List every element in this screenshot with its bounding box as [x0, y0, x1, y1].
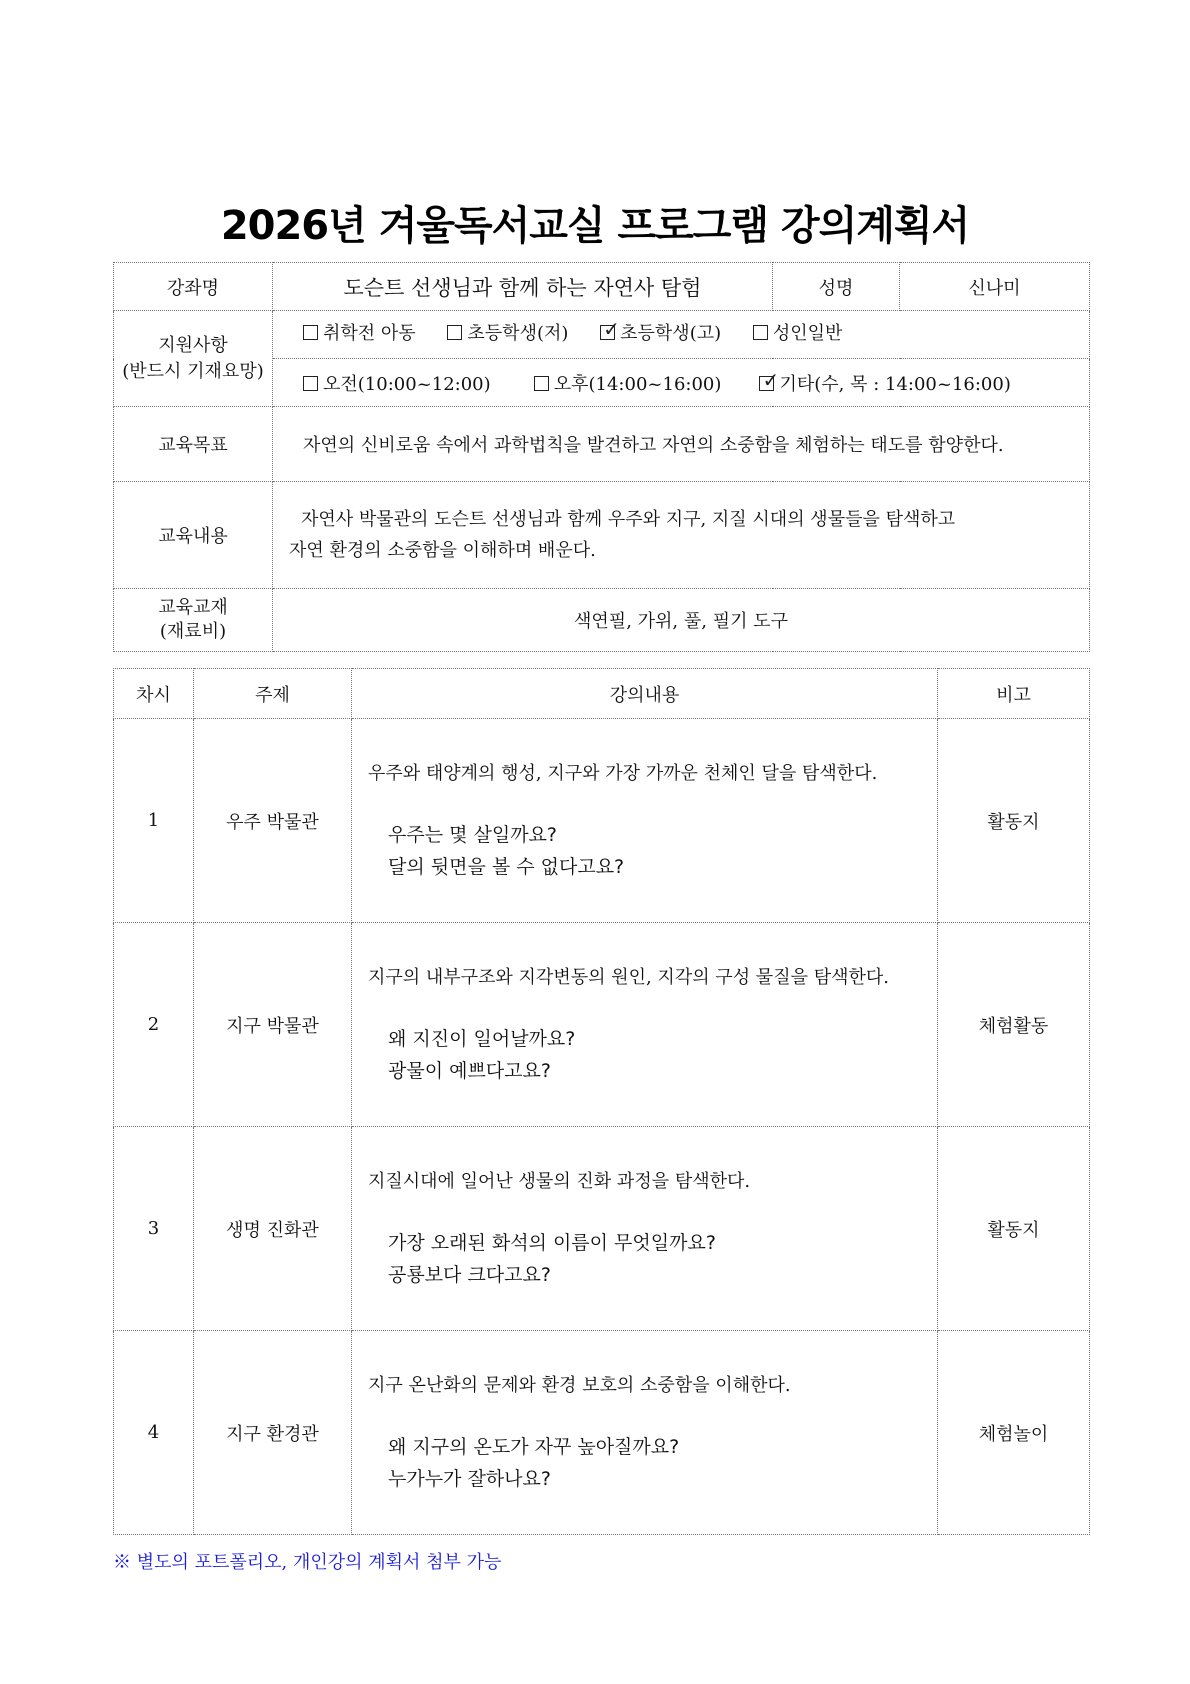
- lesson-number: 3: [114, 1127, 194, 1331]
- lesson-number: 2: [114, 923, 194, 1127]
- lesson-topic: 지구 환경관: [194, 1331, 352, 1535]
- target-option-elementary-lower[interactable]: 초등학생(저): [447, 319, 568, 345]
- name-label: 성명: [773, 263, 900, 311]
- support-label-main: 지원사항: [158, 334, 228, 356]
- support-label-sub: (반드시 기재요망): [122, 360, 264, 382]
- header-content: 강의내용: [352, 669, 938, 719]
- time-option-other[interactable]: ✓ 기타(수, 목 : 14:00~16:00): [759, 370, 1010, 396]
- checkbox-icon: [303, 325, 318, 340]
- lesson-summary: 지구의 내부구조와 지각변동의 원인, 지각의 구성 물질을 탐색한다.: [368, 966, 889, 988]
- time-options: [273, 359, 1090, 407]
- lesson-topic: 생명 진화관: [194, 1127, 352, 1331]
- lesson-table: [113, 668, 1090, 1535]
- content-text: [273, 482, 1090, 589]
- material-label-sub: (재료비): [159, 621, 227, 642]
- checkbox-icon: [753, 325, 768, 340]
- attachment-note: ※ 별도의 포트폴리오, 개인강의 계획서 첨부 가능: [113, 1552, 502, 1573]
- lesson-question: 우주는 몇 살일까요?: [388, 823, 557, 846]
- lesson-number: 1: [114, 719, 194, 923]
- material-text: 색연필, 가위, 풀, 필기 도구: [273, 589, 1090, 652]
- header-session: 차시: [114, 669, 194, 719]
- course-name: 도슨트 선생님과 함께 하는 자연사 탐험: [273, 263, 773, 311]
- lesson-question: 왜 지진이 일어날까요?: [388, 1027, 576, 1050]
- lesson-summary: 지질시대에 일어난 생물의 진화 과정을 탐색한다.: [368, 1170, 751, 1192]
- goal-label: 교육목표: [114, 407, 273, 482]
- lesson-question: 누가누가 잘하나요?: [388, 1467, 551, 1490]
- header-remark: 비고: [938, 669, 1090, 719]
- time-option-morning[interactable]: 오전(10:00~12:00): [303, 370, 528, 396]
- page-title: 2026년 겨울독서교실 프로그램 강의계획서: [220, 203, 970, 249]
- checkbox-icon: [534, 376, 549, 391]
- checkbox-checked-icon: [759, 376, 774, 391]
- lesson-remark: 체험활동: [938, 923, 1090, 1127]
- lesson-number: 4: [114, 1331, 194, 1535]
- course-label: 강좌명: [114, 263, 273, 311]
- lesson-question: 왜 지구의 온도가 자꾸 높아질까요?: [388, 1435, 680, 1458]
- header-topic: 주제: [194, 669, 352, 719]
- material-label: [114, 589, 273, 652]
- lesson-remark: 활동지: [938, 719, 1090, 923]
- lesson-remark: 체험놀이: [938, 1331, 1090, 1535]
- lesson-content: [352, 1331, 938, 1535]
- table-row: [114, 1127, 1090, 1331]
- content-line-2: 자연 환경의 소중함을 이해하며 배운다.: [289, 540, 596, 561]
- table-row: [114, 923, 1090, 1127]
- lesson-topic: 지구 박물관: [194, 923, 352, 1127]
- checkbox-icon: [447, 325, 462, 340]
- target-option-preschool[interactable]: 취학전 아동: [303, 319, 416, 345]
- lesson-content: [352, 923, 938, 1127]
- checkbox-icon: [303, 376, 318, 391]
- content-label: 교육내용: [114, 482, 273, 589]
- lesson-question: 달의 뒷면을 볼 수 없다고요?: [388, 855, 625, 878]
- lesson-remark: 활동지: [938, 1127, 1090, 1331]
- material-label-main: 교육교재: [158, 597, 228, 618]
- lesson-content: [352, 1127, 938, 1331]
- target-option-elementary-upper[interactable]: ✓ 초등학생(고): [600, 319, 721, 345]
- lesson-summary: 지구 온난화의 문제와 환경 보호의 소중함을 이해한다.: [368, 1374, 791, 1396]
- info-table: [113, 262, 1090, 652]
- support-label: [114, 311, 273, 407]
- content-line-1: 자연사 박물관의 도슨트 선생님과 함께 우주와 지구, 지질 시대의 생물들을 탐색하고: [301, 509, 956, 530]
- lesson-topic: 우주 박물관: [194, 719, 352, 923]
- checkbox-checked-icon: [600, 325, 615, 340]
- time-option-afternoon[interactable]: 오후(14:00~16:00): [534, 370, 754, 396]
- lesson-content: [352, 719, 938, 923]
- lesson-question: 공룡보다 크다고요?: [388, 1263, 551, 1286]
- lesson-question: 광물이 예쁘다고요?: [388, 1059, 551, 1082]
- target-options: [273, 311, 1090, 359]
- lesson-question: 가장 오래된 화석의 이름이 무엇일까요?: [388, 1231, 716, 1254]
- target-option-adult[interactable]: 성인일반: [753, 319, 843, 345]
- name-value: 신나미: [900, 263, 1090, 311]
- lesson-summary: 우주와 태양계의 행성, 지구와 가장 가까운 천체인 달을 탐색한다.: [368, 762, 878, 784]
- goal-text: 자연의 신비로움 속에서 과학법칙을 발견하고 자연의 소중함을 체험하는 태도를 함양한다.: [273, 407, 1090, 482]
- table-row: [114, 1331, 1090, 1535]
- table-row: [114, 719, 1090, 923]
